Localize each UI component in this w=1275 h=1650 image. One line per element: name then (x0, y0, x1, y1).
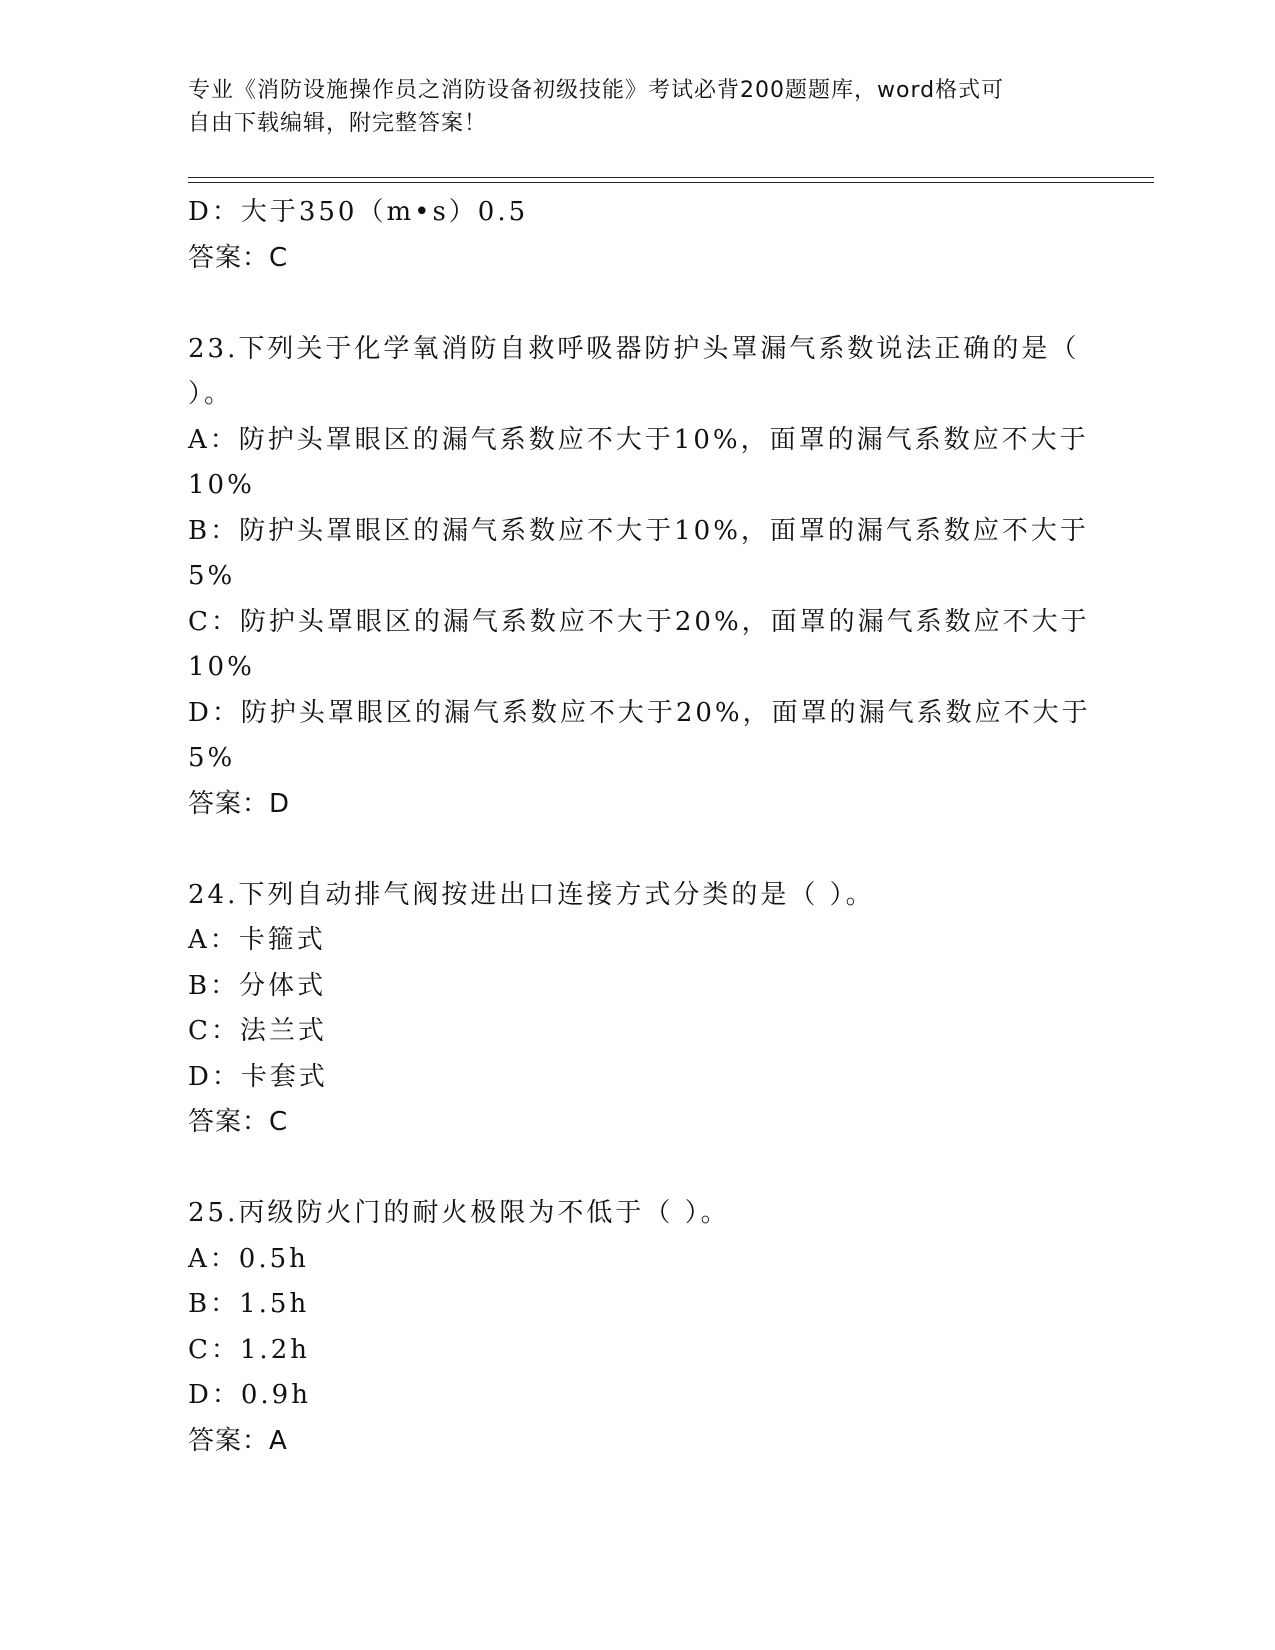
option-b: B：分体式 (188, 970, 327, 1001)
spacer (188, 827, 1088, 873)
option-b: B：防护头罩眼区的漏气系数应不大于10%，面罩的漏气系数应不大于 (188, 515, 1089, 546)
option-a: A：防护头罩眼区的漏气系数应不大于10%，面罩的漏气系数应不大于 (188, 424, 1089, 455)
option-d: D：卡套式 (188, 1061, 328, 1092)
question-stem: 23.下列关于化学氧消防自救呼吸器防护头罩漏气系数说法正确的是（ (188, 333, 1080, 364)
option-c: C：1.2h (188, 1334, 310, 1365)
option-a: A：0.5h (188, 1243, 309, 1274)
option-d: D：防护头罩眼区的漏气系数应不大于20%，面罩的漏气系数应不大于 (188, 697, 1091, 728)
page-header (188, 74, 1068, 140)
option-a: A：卡箍式 (188, 925, 326, 955)
header-rule-top (188, 177, 1154, 178)
option-c-cont: 10% (188, 652, 255, 682)
prev-question-tail (188, 190, 1088, 281)
header-line-2: 自由下载编辑，附完整答案！ (188, 111, 488, 136)
spacer (188, 1146, 1088, 1192)
option-d: D：大于350（m•s）0.5 (188, 197, 529, 227)
answer-line: 答案：C (188, 1107, 289, 1137)
answer-line: 答案：C (188, 242, 289, 273)
question-stem: 24.下列自动排气阀按进出口连接方式分类的是（ ）。 (188, 879, 875, 910)
option-b-cont: 5% (188, 561, 236, 591)
question-24 (188, 873, 1088, 1146)
header-rule-bottom (188, 182, 1154, 183)
option-d-cont: 5% (188, 743, 236, 773)
option-c: C：法兰式 (188, 1016, 327, 1046)
option-d: D：0.9h (188, 1380, 311, 1410)
question-stem-cont: ）。 (188, 379, 234, 409)
spacer (188, 281, 1088, 327)
answer-line: 答案：D (188, 788, 291, 819)
answer-line: 答案：A (188, 1425, 288, 1456)
question-stem: 25.丙级防火门的耐火极限为不低于（ ）。 (188, 1198, 730, 1228)
option-c: C：防护头罩眼区的漏气系数应不大于20%，面罩的漏气系数应不大于 (188, 606, 1090, 637)
option-a-cont: 10% (188, 470, 255, 500)
option-b: B：1.5h (188, 1289, 310, 1319)
header-line-1: 专业《消防设施操作员之消防设备初级技能》考试必背200题题库，word格式可 (188, 78, 1005, 103)
question-content (188, 190, 1091, 1464)
question-25 (188, 1191, 1088, 1464)
question-23 (188, 327, 1091, 828)
